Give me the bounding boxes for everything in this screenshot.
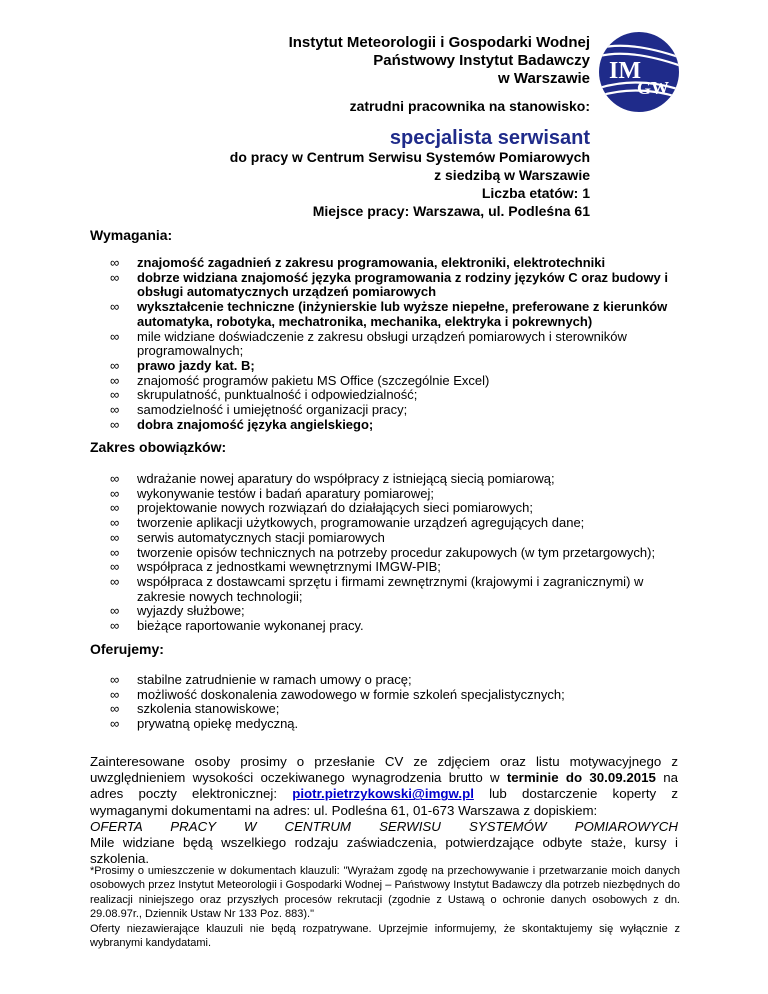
position-title: specjalista serwisant bbox=[389, 127, 590, 149]
bullet-icon: ∞ bbox=[110, 618, 120, 634]
contact-email-link[interactable]: piotr.pietrzykowski@imgw.pl bbox=[292, 786, 474, 802]
application-marker: OFERTA PRACY W CENTRUM SERWISU SYSTEMÓW POMIAROWYCH bbox=[90, 818, 678, 834]
list-item: ∞ bieżące raportowanie wykonanej pracy. bbox=[110, 618, 364, 634]
bullet-icon: ∞ bbox=[110, 716, 120, 732]
bullet-icon: ∞ bbox=[110, 500, 120, 516]
logo-text-top: IM bbox=[609, 58, 641, 84]
list-item: ∞ skrupulatność, punktualność i odpowiedzialność; bbox=[110, 387, 418, 403]
consent-clause bbox=[90, 864, 680, 950]
list-item: ∞ znajomość zagadnień z zakresu programowania, elektroniki, elektrotechniki bbox=[110, 255, 606, 270]
institute-name: Instytut Meteorologii i Gospodarki Wodnej bbox=[288, 34, 590, 51]
bullet-icon: ∞ bbox=[110, 485, 120, 501]
bullet-icon: ∞ bbox=[110, 255, 120, 270]
list-item: ∞ dobrze widziana znajomość języka programowania z rodziny języków C oraz budowy i obsługi automatycznych urządzeń pomiarowych bbox=[110, 269, 668, 300]
work-info bbox=[230, 148, 590, 220]
bullet-icon: ∞ bbox=[110, 515, 120, 531]
offer-list bbox=[90, 673, 690, 732]
imgw-logo-icon bbox=[597, 30, 681, 114]
work-location: Miejsce pracy: Warszawa, ul. Podleśna 61 bbox=[312, 203, 590, 219]
list-item: ∞ znajomość programów pakietu MS Office (szczególnie Excel) bbox=[110, 372, 490, 388]
bullet-icon: ∞ bbox=[110, 328, 120, 344]
bullet-icon: ∞ bbox=[110, 701, 120, 717]
list-item: ∞ prawo jazdy kat. B; bbox=[110, 357, 255, 373]
work-center: do pracy w Centrum Serwisu Systemów Pomiarowych bbox=[229, 149, 590, 165]
bullet-icon: ∞ bbox=[110, 357, 120, 373]
bullet-icon: ∞ bbox=[110, 471, 120, 486]
hire-line: zatrudni pracownika na stanowisko: bbox=[349, 98, 590, 114]
requirements-title: Wymagania: bbox=[90, 227, 173, 243]
list-item: ∞ tworzenie opisów technicznych na potrzeby procedur zakupowych (w tym przetargowych); bbox=[110, 544, 656, 560]
bullet-icon: ∞ bbox=[110, 269, 120, 285]
bullet-icon: ∞ bbox=[110, 544, 120, 560]
bullet-icon: ∞ bbox=[110, 402, 120, 418]
bullet-icon: ∞ bbox=[110, 603, 120, 619]
list-item: ∞ możliwość doskonalenia zawodowego w formie szkoleń specjalistycznych; bbox=[110, 686, 565, 702]
list-item: ∞ wykształcenie techniczne (inżynierskie lub wyższe niepełne, preferowane z kierunków automatyka, robotyka, mechatronika, mechanika, elektryka i pokrewnych) bbox=[110, 299, 668, 329]
bullet-icon: ∞ bbox=[110, 573, 120, 589]
application-paragraph: Zainteresowane osoby prosimy o przesłanie CV ze zdjęciem oraz listu motywacyjnego z uwzględnieniem wysokości oczekiwanego wynagrodzenia brutto w terminie do 30.09.2015 na adres poczty elektronicznej: piotr.pietrzykowski@imgw.pl lub dostarczenie koperty z wymaganymi dokumentami na adres: ul. Podleśna 61, 01-673 Warszawa z dopiskiem: OFERTA PRACY W CENTRUM SERWISU SYSTEMÓW POMIAROWYCH Mile widziane będą wszelkiego rodzaju zaświadczenia, potwierdzające odbyte staże, kursy i szkolenia. bbox=[90, 754, 678, 867]
bullet-icon: ∞ bbox=[110, 686, 120, 702]
institute-header bbox=[289, 34, 590, 88]
bullet-icon: ∞ bbox=[110, 372, 120, 388]
list-item: ∞ stabilne zatrudnienie w ramach umowy o pracę; bbox=[110, 672, 412, 687]
work-seat: z siedzibą w Warszawie bbox=[434, 167, 590, 183]
work-fte: Liczba etatów: 1 bbox=[481, 185, 590, 201]
bullet-icon: ∞ bbox=[110, 529, 120, 545]
list-item: ∞ wdrażanie nowej aparatury do współpracy z istniejącą siecią pomiarową; bbox=[110, 471, 555, 486]
bullet-icon: ∞ bbox=[110, 672, 120, 687]
list-item: ∞ serwis automatycznych stacji pomiarowych bbox=[110, 529, 385, 545]
application-extra: Mile widziane będą wszelkiego rodzaju zaświadczenia, potwierdzające odbyte staże, kursy i szkolenia. bbox=[90, 835, 678, 867]
clause-footer: Oferty niezawierające klauzuli nie będą rozpatrywane. Uprzejmie informujemy, że skontaktujemy się wyłącznie z wybranymi kandydatami. bbox=[90, 922, 680, 950]
list-item: ∞ szkolenia stanowiskowe; bbox=[110, 701, 280, 717]
duties-title: Zakres obowiązków: bbox=[90, 439, 227, 455]
institute-city: w Warszawie bbox=[498, 70, 590, 87]
application-deadline: terminie do 30.09.2015 bbox=[506, 770, 656, 786]
list-item: ∞ prywatną opiekę medyczną. bbox=[110, 716, 299, 732]
list-item: ∞ tworzenie aplikacji użytkowych, programowanie urządzeń agregujących dane; bbox=[110, 515, 585, 531]
list-item: ∞ wykonywanie testów i badań aparatury pomiarowej; bbox=[110, 485, 434, 501]
bullet-icon: ∞ bbox=[110, 416, 120, 432]
list-item: ∞ samodzielność i umiejętność organizacji pracy; bbox=[110, 402, 408, 418]
bullet-icon: ∞ bbox=[110, 559, 120, 575]
list-item: ∞ wyjazdy służbowe; bbox=[110, 603, 245, 619]
bullet-icon: ∞ bbox=[110, 299, 120, 315]
list-item: ∞ dobra znajomość języka angielskiego; bbox=[110, 416, 374, 432]
list-item: ∞ współpraca z jednostkami wewnętrznymi IMGW-PIB; bbox=[110, 559, 441, 575]
logo-text-bottom: GW bbox=[637, 78, 670, 98]
duties-list bbox=[90, 472, 690, 634]
offer-title: Oferujemy: bbox=[90, 641, 164, 657]
bullet-icon: ∞ bbox=[110, 387, 120, 403]
requirements-list bbox=[90, 256, 690, 432]
clause-text: *Prosimy o umieszczenie w dokumentach klauzuli: "Wyrażam zgodę na przechowywanie i przetwarzanie moich danych osobowych przez Instytut Meteorologii i Gospodarki Wodnej – Państwowy Instytut Badawczy dla potrzeb niezbędnych do realizacji niniejszego oraz przyszłych procesów rekrutacji (zgodnie z Ustawą o ochronie danych osobowych z dn. 29.08.97r., Dziennik Ustaw Nr 133 Poz. 883)." bbox=[90, 865, 680, 921]
list-item: ∞ współpraca z dostawcami sprzętu i firmami zewnętrznymi (krajowymi i zagranicznymi) w zakresie nowych technologii; bbox=[110, 573, 644, 604]
institute-status: Państwowy Instytut Badawczy bbox=[373, 52, 590, 69]
list-item: ∞ projektowanie nowych rozwiązań do działających sieci pomiarowych; bbox=[110, 500, 533, 516]
list-item: ∞ mile widziane doświadczenie z zakresu obsługi urządzeń pomiarowych i sterowników programowalnych; bbox=[110, 328, 627, 359]
